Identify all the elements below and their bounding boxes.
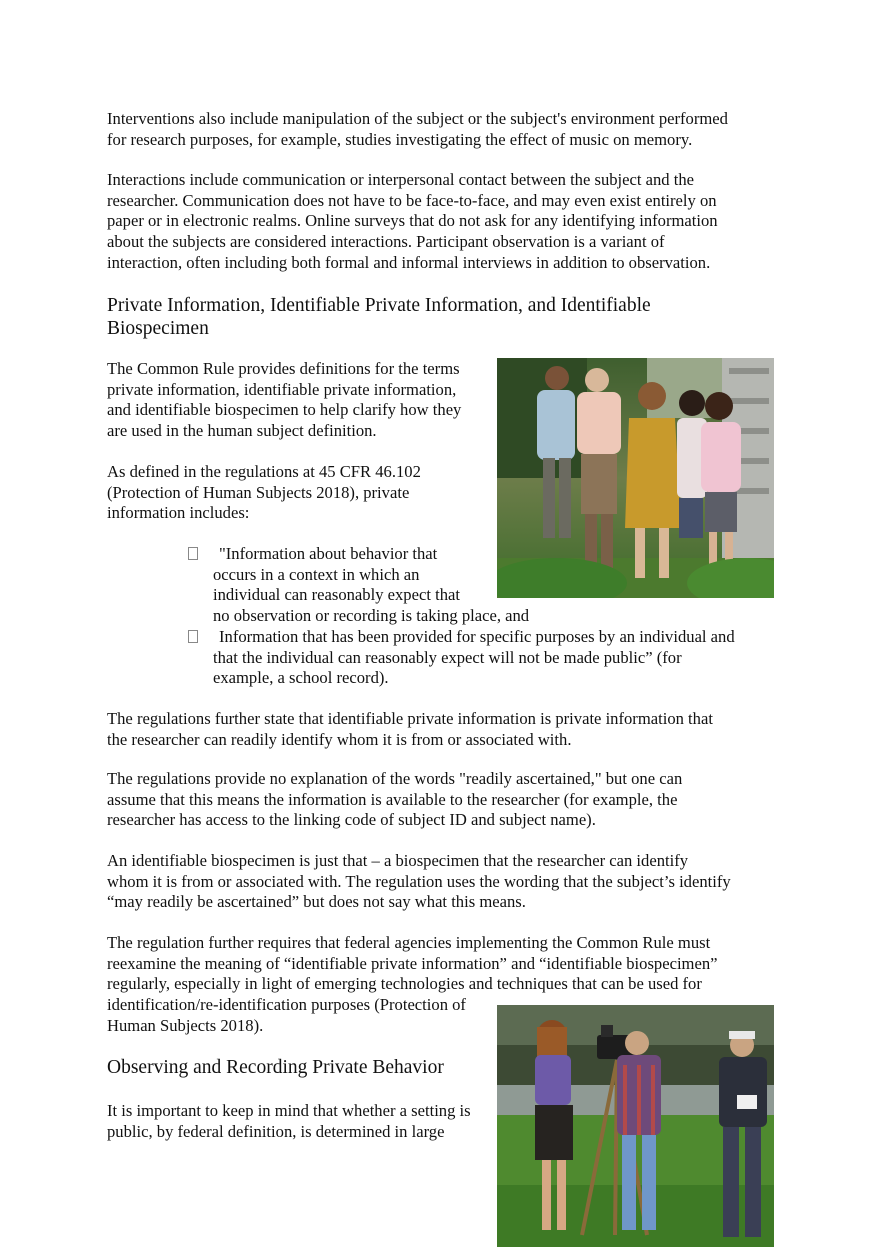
bullet-marker-icon — [188, 547, 198, 560]
paragraph-biospecimen: An identifiable biospecimen is just that – a biospecimen that the researcher can identify whom it is from or associated with. The regulation uses the wording that the subject’s identify “may readily be ascertained” but does not say what this means. — [107, 851, 731, 912]
paragraph-public-setting: It is important to keep in mind that whether a setting is public, by federal definition, is determined in large — [107, 1101, 471, 1141]
paragraph-defined-regulations: As defined in the regulations at 45 CFR 46.102 (Protection of Human Subjects 2018), private information includes: — [107, 462, 421, 523]
bullet-marker-icon — [188, 630, 198, 643]
document-page: Interventions also include manipulation of the subject or the subject's environment performed for research purposes, for example, studies investigating the effect of music on memory. Interactions include communication or interpersonal contact between the subject and the researcher. Communication does not have to be face-to-face, and may even exist entirely on paper or in electronic realms. Online surveys that do not ask for any identifying information about the subjects are considered interactions. Participant observation is a variant of interaction, often including both formal and informal interviews in addition to observation. Private Information, Identifiable Private Information, and Identifiable Biospecimen The Common Rule provides definitions for the terms private information, identifiable private information, and identifiable biospecimen to help clarify how they are used in the human subject definition. As defined in the regulations at 45 CFR 46.102 (Protection of Human Subjects 2018), private information includes: "Information about behavior that occurs in a context in which an individual can reasonably expect that no observation or recording is taking place, and Information that has been provided for specific purposes by an individual and that the individual can reasonably expect will not be made public” (for example, a school record). The regulations further state that identifiable private information is private information that the researcher can readily identify whom it is from or associated with. The regulations provide no explanation of the words "readily ascertained," but one can assume that this means the information is available to the researcher (for example, the researcher has access to the linking code of subject ID and subject name). An identifiable biospecimen is just that – a biospecimen that the researcher can identify whom it is from or associated with. The regulation uses the wording that the subject’s identify “may readily be ascertained” but does not say what this means. The regulation further requires that federal agencies implementing the Common Rule must reexamine the meaning of “identifiable private information” and “identifiable biospecimen” regularly, especially in light of emerging technologies and techniques that can be used for identification/re-identification purposes (Protection of Human Subjects 2018). Observing and Recording Private Behavior It is important to keep in mind that whether a setting is public, by federal definition, is determined in large — [0, 0, 880, 1247]
paragraph-common-rule: The Common Rule provides definitions for the terms private information, identifiable private information, and identifiable biospecimen to help clarify how they are used in the human subject definition. — [107, 359, 462, 441]
group-of-people-photo — [497, 358, 774, 598]
paragraph-federal-agencies: The regulation further requires that federal agencies implementing the Common Rule must reexamine the meaning of “identifiable private information” and “identifiable biospecimen” regularly, especially in light of emerging technologies and techniques that can be used for identification/re-identification purposes (Protection of Human Subjects 2018). — [107, 933, 718, 1035]
video-camera-interview-image — [497, 1005, 774, 1247]
video-camera-interview-photo — [497, 1005, 774, 1247]
section-heading-observing: Observing and Recording Private Behavior — [107, 1057, 444, 1078]
section-heading-private-information: Private Information, Identifiable Private Information, and Identifiable Biospecimen — [107, 295, 651, 339]
paragraph-regulations-further: The regulations further state that identifiable private information is private information that the researcher can readily identify whom it is from or associated with. — [107, 709, 713, 749]
paragraph-interactions: Interactions include communication or interpersonal contact between the subject and the researcher. Communication does not have to be face-to-face, and may even exist entirely on paper or in electronic realms. Online surveys that do not ask for any identifying information about the subjects are considered interactions. Participant observation is a variant of interaction, often including both formal and informal interviews in addition to observation. — [107, 170, 718, 272]
group-of-people-image — [497, 358, 774, 598]
paragraph-interventions: Interventions also include manipulation of the subject or the subject's environment performed for research purposes, for example, studies investigating the effect of music on memory. — [107, 109, 728, 149]
paragraph-readily-ascertained: The regulations provide no explanation of the words "readily ascertained," but one can assume that this means the information is available to the researcher (for example, the researcher has access to the linking code of subject ID and subject name). — [107, 769, 683, 830]
